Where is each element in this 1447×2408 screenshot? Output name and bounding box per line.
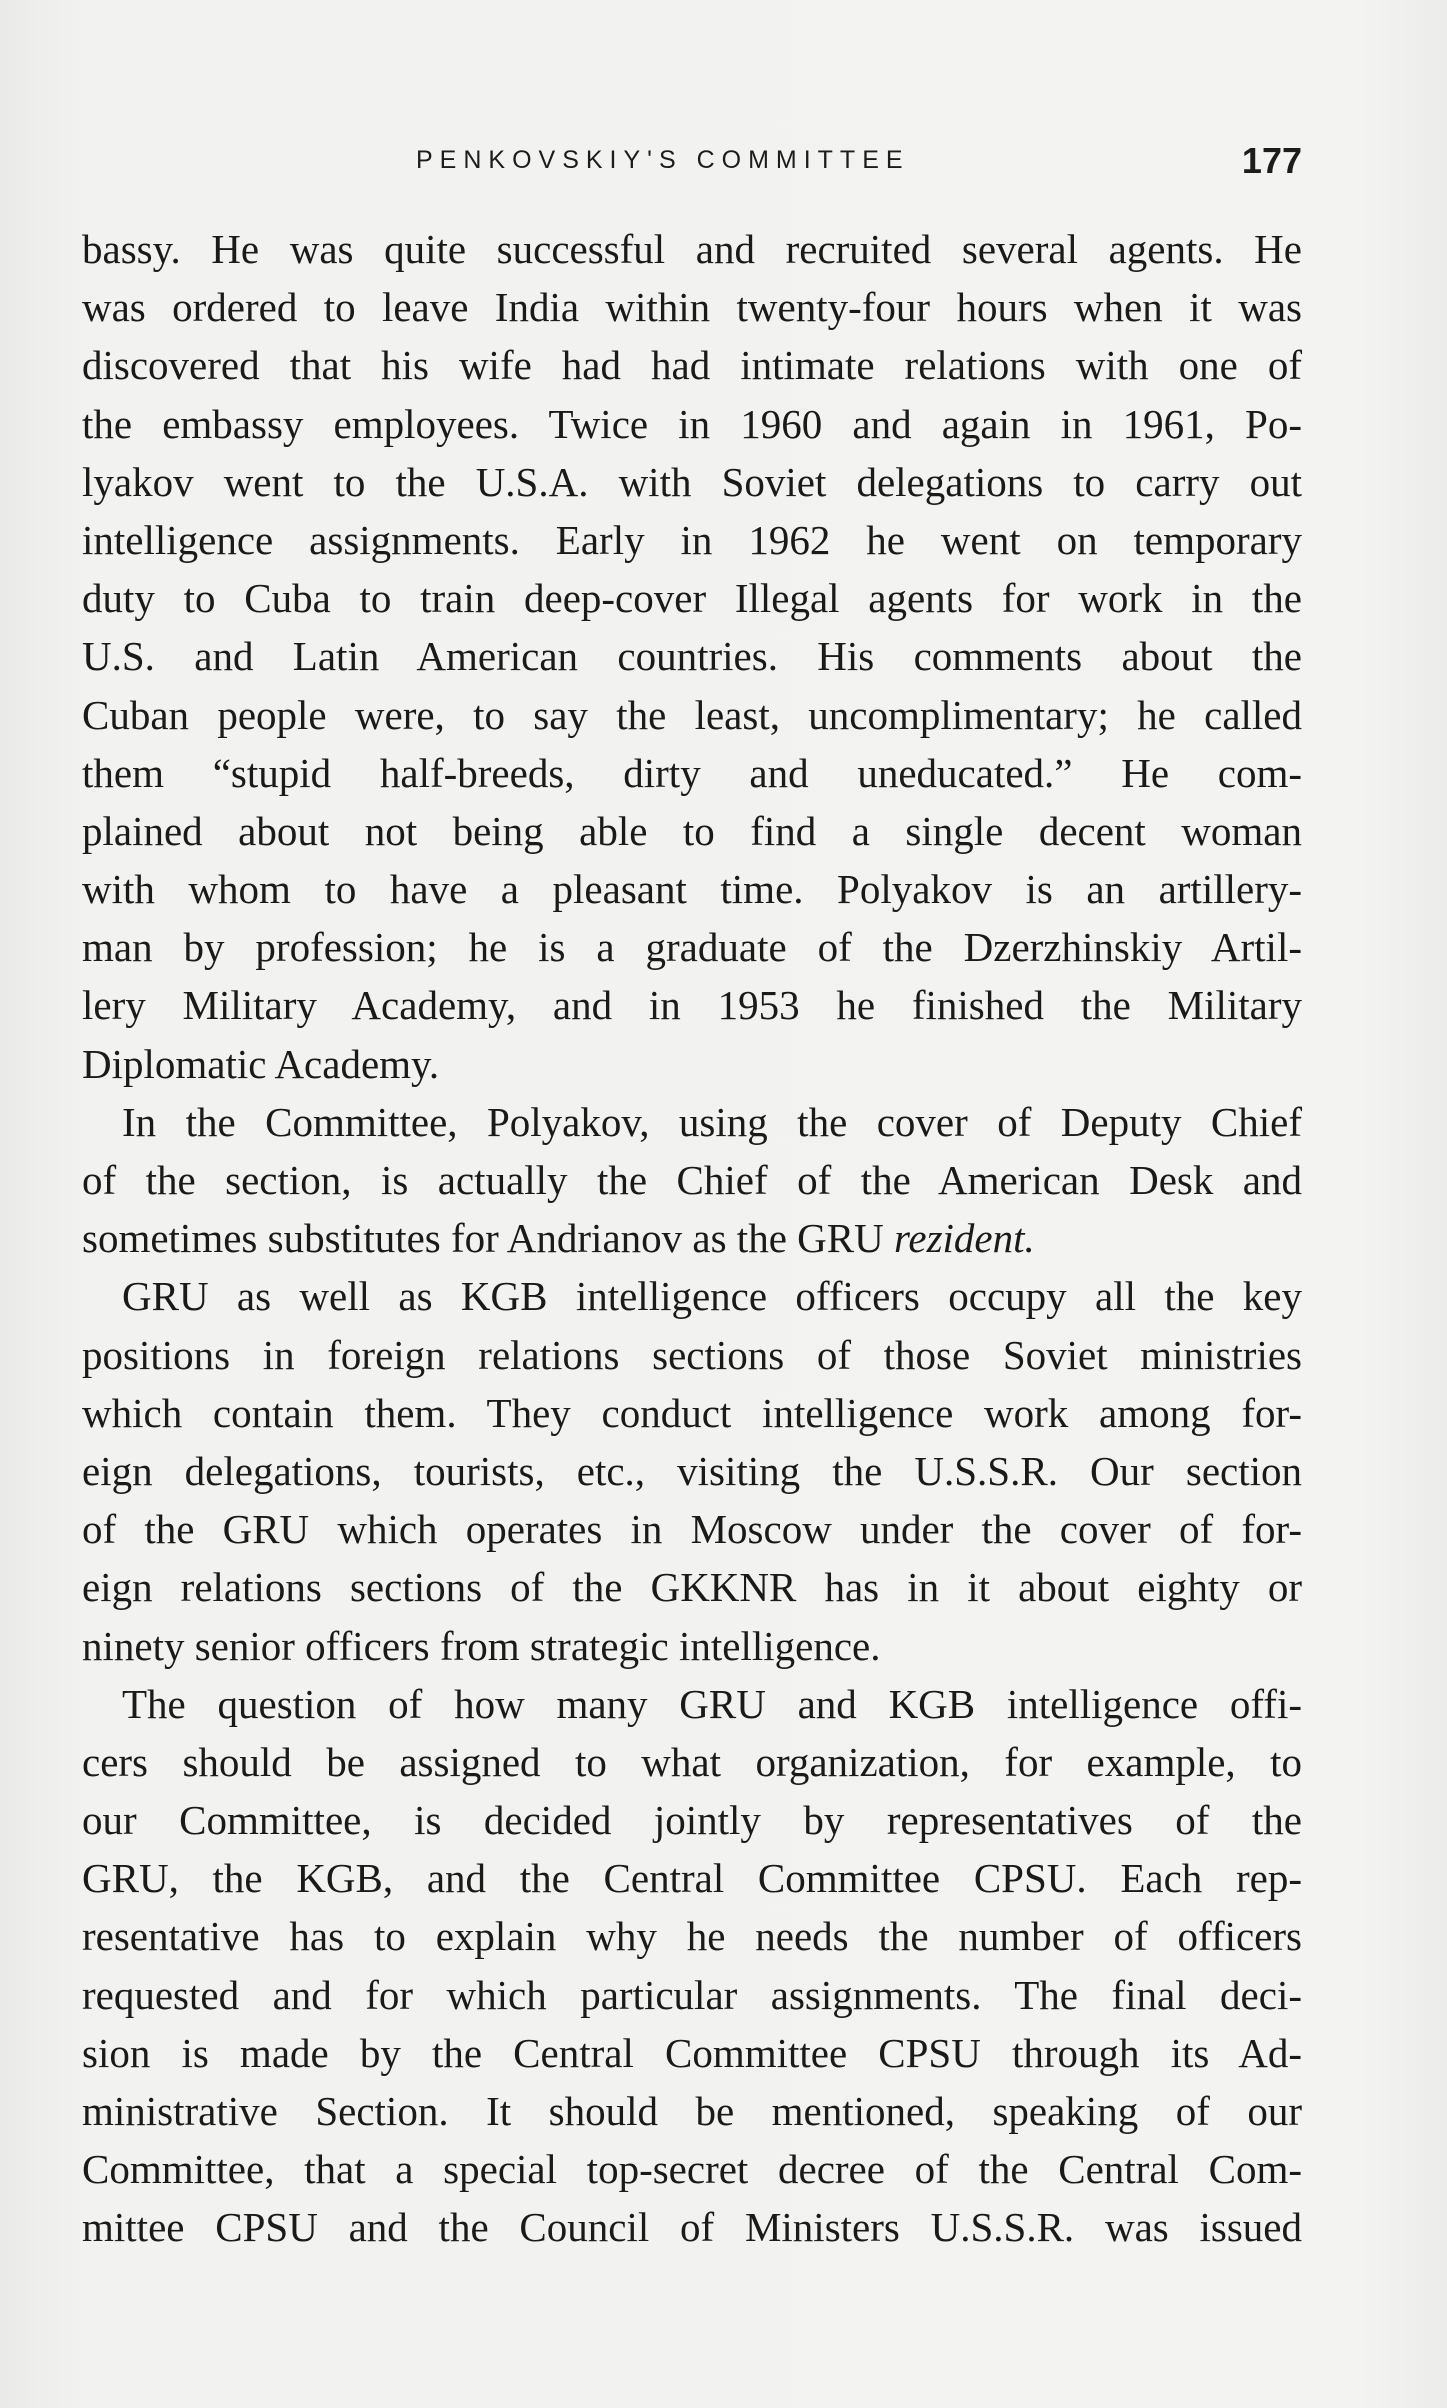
text-line: discovered that his wife had had intimate relations with one of	[82, 342, 1302, 389]
text-line: GRU as well as KGB intelligence officers occupy all the key	[122, 1273, 1302, 1320]
text-span: sometimes substitutes for Andrianov as the GRU	[82, 1215, 894, 1262]
text-line: intelligence assignments. Early in 1962 he went on temporary	[82, 516, 1302, 563]
text-line: man by profession; he is a graduate of the Dzerzhinskiy Artil-	[82, 924, 1302, 971]
text-line: resentative has to explain why he needs the number of officers	[82, 1913, 1302, 1960]
text-line: cers should be assigned to what organization, for example, to	[82, 1738, 1302, 1785]
italic-term: rezident.	[893, 1215, 1035, 1262]
text-line: lery Military Academy, and in 1953 he finished the Military	[82, 982, 1302, 1029]
text-line: eign delegations, tourists, etc., visiting the U.S.S.R. Our section	[82, 1447, 1302, 1494]
text-line-with-italic	[82, 1209, 1302, 1267]
paragraph-2	[82, 1093, 1302, 1268]
text-line: eign relations sections of the GKKNR has in it about eighty or	[82, 1564, 1302, 1611]
text-line: The question of how many GRU and KGB intelligence offi-	[122, 1680, 1302, 1727]
text-line: ninety senior officers from strategic intelligence.	[82, 1622, 881, 1669]
paragraph-1	[82, 220, 1302, 1093]
text-line: duty to Cuba to train deep-cover Illegal agents for work in the	[82, 575, 1302, 622]
text-line: mittee CPSU and the Council of Ministers U.S.S.R. was issued	[82, 2204, 1302, 2251]
text-line: In the Committee, Polyakov, using the cover of Deputy Chief	[122, 1098, 1302, 1145]
text-line: of the GRU which operates in Moscow under the cover of for-	[82, 1506, 1302, 1553]
running-title: PENKOVSKIY'S COMMITTEE	[416, 146, 910, 174]
text-line: positions in foreign relations sections of those Soviet ministries	[82, 1331, 1302, 1378]
text-line: the embassy employees. Twice in 1960 and again in 1961, Po-	[82, 400, 1302, 447]
text-line: GRU, the KGB, and the Central Committee CPSU. Each rep-	[82, 1855, 1302, 1902]
paragraph-4	[82, 1675, 1302, 2257]
text-line: which contain them. They conduct intelligence work among for-	[82, 1389, 1302, 1436]
text-line: bassy. He was quite successful and recruited several agents. He	[82, 226, 1302, 272]
text-line: U.S. and Latin American countries. His comments about the	[82, 633, 1302, 680]
paragraph-3	[82, 1267, 1302, 1674]
text-line: our Committee, is decided jointly by representatives of the	[82, 1797, 1302, 1844]
text-line: them “stupid half-breeds, dirty and uneducated.” He com-	[82, 749, 1302, 796]
text-line: of the section, is actually the Chief of the American Desk and	[82, 1157, 1302, 1203]
text-line: plained about not being able to find a single decent woman	[82, 807, 1302, 854]
running-head	[82, 140, 1302, 188]
body-text	[82, 220, 1302, 2257]
text-line: requested and for which particular assignments. The final deci-	[82, 1971, 1302, 2018]
text-line: lyakov went to the U.S.A. with Soviet delegations to carry out	[82, 458, 1302, 505]
text-line: was ordered to leave India within twenty-four hours when it was	[82, 284, 1302, 331]
text-line: ministrative Section. It should be mentioned, speaking of our	[82, 2088, 1302, 2134]
text-line: with whom to have a pleasant time. Polyakov is an artillery-	[82, 866, 1302, 913]
text-line: Cuban people were, to say the least, uncomplimentary; he called	[82, 691, 1302, 738]
page-number: 177	[1241, 140, 1302, 181]
text-line: Diplomatic Academy.	[82, 1040, 440, 1087]
text-line: sion is made by the Central Committee CPSU through its Ad-	[82, 2029, 1302, 2076]
text-line: Committee, that a special top-secret decree of the Central Com-	[82, 2146, 1302, 2193]
